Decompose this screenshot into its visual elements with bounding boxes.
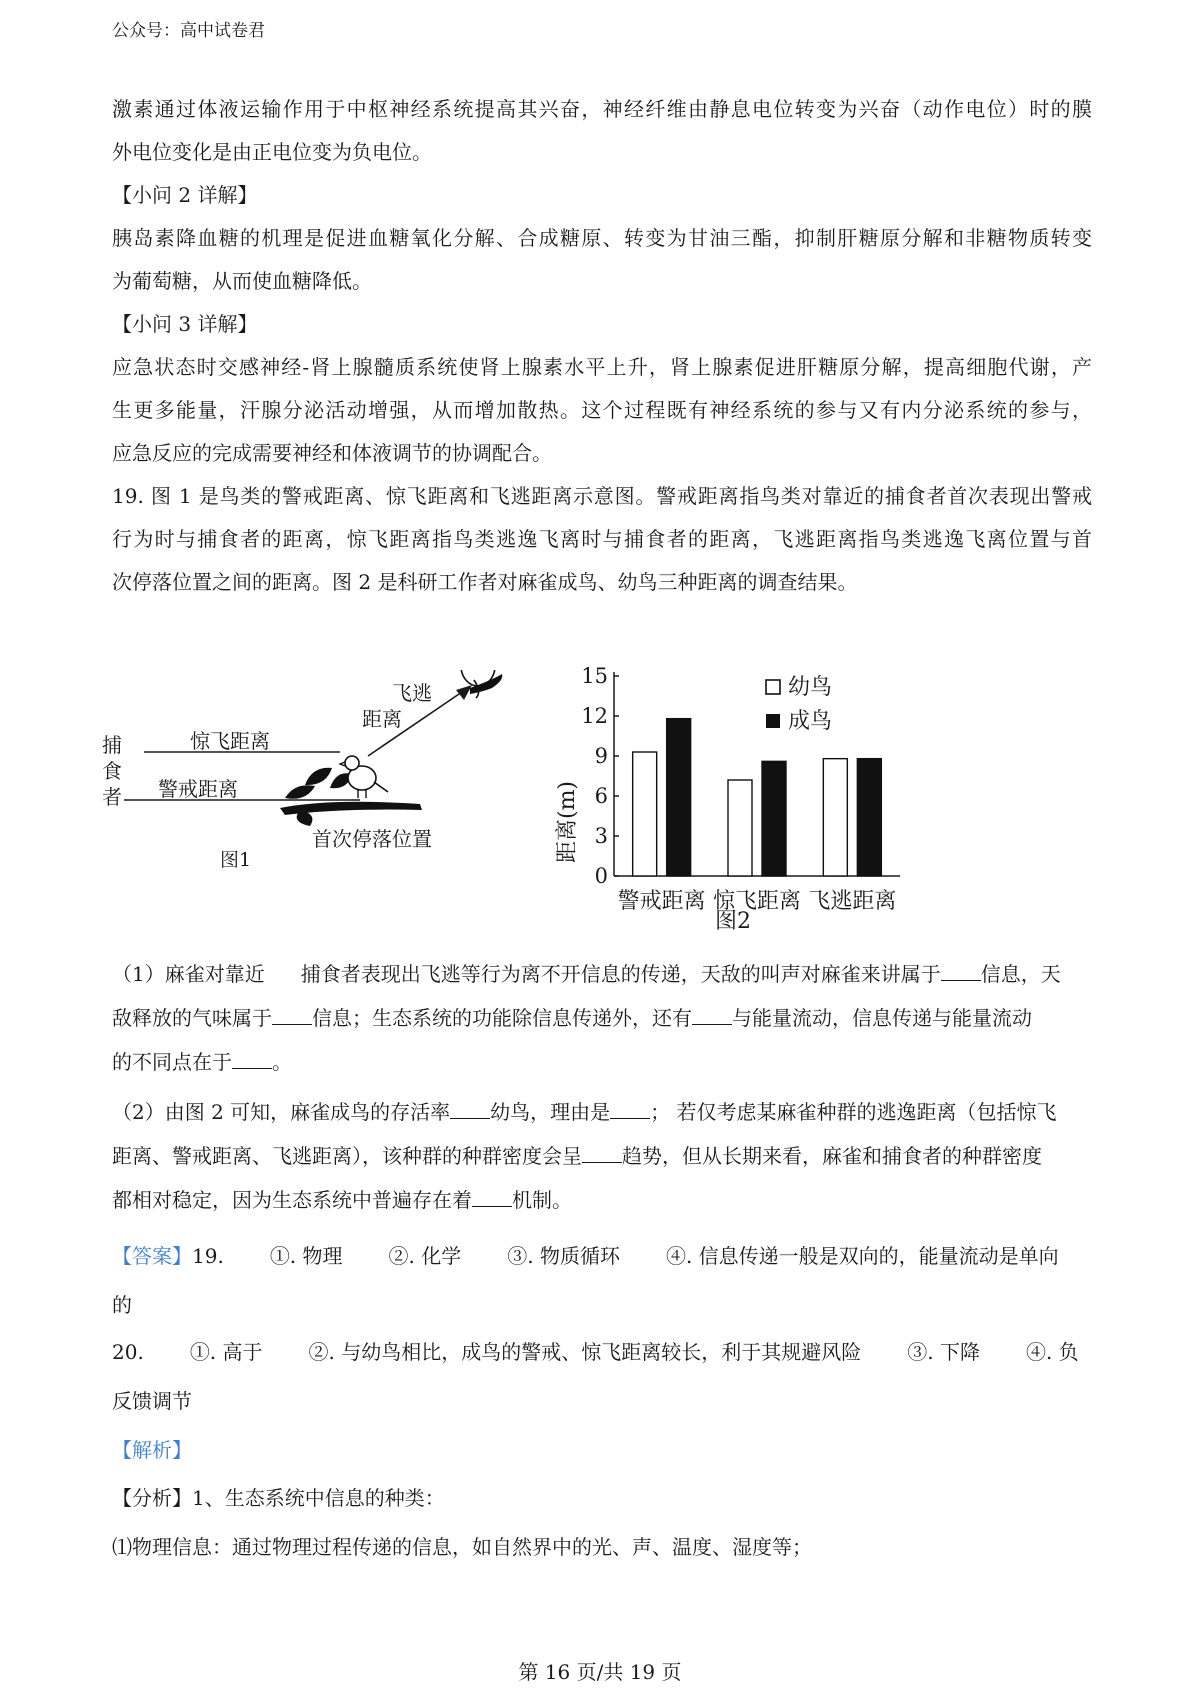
sub2-text-g: 机制。 (512, 1188, 572, 1212)
bar-adult-2 (857, 759, 881, 876)
answer-q20-line (112, 1338, 1092, 1366)
arrow-head-icon (456, 685, 472, 700)
answer-blank[interactable] (232, 1050, 272, 1069)
flee-label-top: 飞逃 (392, 681, 432, 705)
bar-adult-0 (667, 719, 691, 876)
sub1-text-d: 敌释放的气味属于 (112, 1006, 272, 1030)
answer-q19-number: 19. (192, 1244, 224, 1268)
sub1-text-b: 捕食者表现出飞逃等行为离不开信息的传递，天敌的叫声对麻雀来讲属于 (300, 962, 941, 986)
answer-q19-item-1: ①. 物理 (269, 1244, 343, 1268)
figure-2-bar-chart (548, 662, 988, 940)
answer-q20-item-3: ③. 下降 (907, 1340, 980, 1364)
sub1-text-e: 信息；生态系统的功能除信息传递外，还有 (312, 1006, 692, 1030)
category-label: 飞逃距离 (808, 889, 897, 914)
answer-q19-tail: 的 (112, 1293, 132, 1317)
sub1-text-f: 与能量流动，信息传递与能量流动 (732, 1006, 1032, 1030)
answer-q20-tail: 反馈调节 (112, 1389, 192, 1413)
subq3-heading: 【小问 3 详解】 (112, 312, 258, 336)
bar-group (633, 719, 882, 876)
predator-label-2: 食 (102, 759, 122, 783)
sub1-text-a: （1）麻雀对靠近 (112, 962, 265, 986)
figure-1-caption: 图1 (220, 849, 252, 871)
analysis-line1 (112, 1484, 1092, 1512)
sub1-line1 (112, 960, 1092, 988)
sub1-line3 (112, 1048, 1092, 1076)
legend-label-juvenile: 幼鸟 (788, 675, 833, 700)
answer-blank[interactable] (272, 1006, 312, 1025)
figure-1-diagram (100, 670, 550, 930)
answer-q19-line (112, 1242, 1092, 1270)
answer-blank[interactable] (941, 962, 981, 981)
intro-p1-line1: 激素通过体液运输作用于中枢神经系统提高其兴奋，神经纤维由静息电位转变为兴奋（动作电位）时的膜 (112, 97, 1092, 121)
q19-stem-line1: 19. 图 1 是鸟类的警戒距离、惊飞距离和飞逃距离示意图。警戒距离指鸟类对靠近的捕食者首次表现出警戒 (112, 484, 1092, 508)
startle-distance-label: 惊飞距离 (190, 729, 270, 753)
answer-q20-item-1: ①. 高于 (189, 1340, 263, 1364)
y-tick-label: 6 (594, 784, 608, 808)
y-axis-label: 距离(m) (555, 780, 580, 864)
sub2-line3 (112, 1186, 1092, 1214)
analysis-line2: ⑴物理信息：通过物理过程传递的信息，如自然界中的光、声、温度、湿度等； (112, 1535, 812, 1559)
legend-label-adult: 成鸟 (788, 709, 833, 734)
intro-p3-line2: 生更多能量，汗腺分泌活动增强，从而增加散热。这个过程既有神经系统的参与又有内分泌系统的参与， (112, 398, 1092, 422)
answer-q19-item-3: ③. 物质循环 (507, 1244, 620, 1268)
analysis-text-1: 1、生态系统中信息的种类： (192, 1486, 445, 1510)
leaf-icon (305, 768, 332, 785)
flee-label-bottom: 距离 (362, 707, 402, 731)
sub2-text-f: 都相对稳定，因为生态系统中普遍存在着 (112, 1188, 472, 1212)
category-labels (618, 889, 897, 914)
source-header: 公众号：高中试卷君 (112, 21, 265, 41)
answer-q20-item-4: ④. 负 (1025, 1340, 1079, 1364)
figure-2-caption: 图2 (715, 909, 751, 934)
predator-label-1: 捕 (102, 733, 122, 757)
intro-p2-line1: 胰岛素降血糖的机理是促进血糖氧化分解、合成糖原、转变为甘油三酯，抑制肝糖原分解和非糖物质转变 (112, 226, 1092, 250)
intro-p3-line3: 应急反应的完成需要神经和体液调节的协调配合。 (112, 441, 552, 465)
sub1-text-h: 。 (272, 1050, 292, 1074)
subq2-heading: 【小问 2 详解】 (112, 183, 258, 207)
legend-swatch-adult (766, 714, 780, 728)
answer-q19-item-2: ②. 化学 (388, 1244, 462, 1268)
answer-blank[interactable] (692, 1006, 732, 1025)
sub1-line2 (112, 1004, 1092, 1032)
intro-p2-line2: 为葡萄糖，从而使血糖降低。 (112, 269, 372, 293)
bar-juvenile-1 (728, 780, 752, 876)
sub2-line2 (112, 1142, 1092, 1170)
y-tick-label: 3 (594, 824, 608, 848)
predator-label-3: 者 (102, 785, 122, 809)
sub2-line1 (112, 1098, 1092, 1126)
answer-q19-item-4: ④. 信息传递一般是双向的，能量流动是单向 (665, 1244, 1059, 1268)
sub1-text-c: 信息，天 (980, 962, 1061, 986)
page-footer: 第 16 页/共 19 页 (518, 1660, 682, 1684)
alert-distance-label: 警戒距离 (158, 777, 238, 801)
answer-q20-item-2: ②. 与幼鸟相比，成鸟的警戒、惊飞距离较长，利于其规避风险 (308, 1340, 862, 1364)
y-tick-label: 12 (581, 704, 608, 728)
sub2-text-b: 幼鸟，理由是 (490, 1100, 611, 1124)
first-landing-label: 首次停落位置 (312, 827, 432, 851)
answer-blank[interactable] (610, 1100, 650, 1119)
leaf-icon (297, 810, 313, 826)
legend-swatch-juvenile (766, 680, 780, 694)
leaf-icon (285, 785, 315, 799)
answer-blank[interactable] (582, 1144, 622, 1163)
intro-p1-line2: 外电位变化是由正电位变为负电位。 (112, 140, 432, 164)
y-tick-label: 0 (594, 864, 608, 888)
sub2-text-d: 距离、警戒距离、飞逃距离），该种群的种群密度会呈 (112, 1144, 582, 1168)
answer-blank[interactable] (472, 1188, 512, 1207)
analysis-sub-tag: 【分析】 (112, 1486, 192, 1510)
category-label: 警戒距离 (617, 889, 706, 914)
y-tick-label: 9 (594, 744, 608, 768)
q19-stem-line2: 行为时与捕食者的距离，惊飞距离指鸟类逃逸飞离时与捕食者的距离，飞逃距离指鸟类逃逸飞离位置与首 (112, 527, 1092, 551)
answer-tag: 【答案】 (112, 1244, 192, 1268)
sub1-text-g: 的不同点在于 (112, 1050, 232, 1074)
intro-p3-line1: 应急状态时交感神经-肾上腺髓质系统使肾上腺素水平上升，肾上腺素促进肝糖原分解，提高细胞代谢，产 (112, 355, 1092, 379)
q19-stem-line3: 次停落位置之间的距离。图 2 是科研工作者对麻雀成鸟、幼鸟三种距离的调查结果。 (112, 570, 858, 594)
answer-blank[interactable] (450, 1100, 490, 1119)
sub2-text-c: ； 若仅考虑某麻雀种群的逃逸距离（包括惊飞 (650, 1100, 1057, 1124)
answer-q20-number: 20. (112, 1340, 144, 1364)
y-tick-label: 15 (581, 664, 608, 688)
sub2-text-e: 趋势，但从长期来看，麻雀和捕食者的种群密度 (622, 1144, 1042, 1168)
analysis-tag: 【解析】 (112, 1438, 192, 1462)
sub2-text-a: （2）由图 2 可知，麻雀成鸟的存活率 (112, 1100, 451, 1124)
bar-juvenile-0 (633, 752, 657, 876)
category-label: 惊飞距离 (712, 889, 802, 914)
bar-juvenile-2 (823, 759, 847, 876)
bar-adult-1 (762, 761, 786, 876)
